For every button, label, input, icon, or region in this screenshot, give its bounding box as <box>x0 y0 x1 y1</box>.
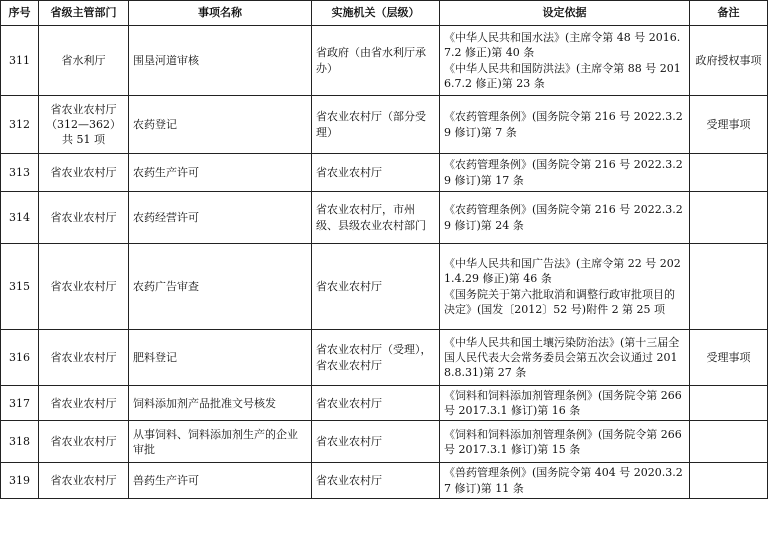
row-dept <box>39 463 129 498</box>
row-implementing-org: 省农业农村厅 <box>312 244 440 330</box>
row-legal-basis <box>440 421 690 463</box>
row-note <box>690 192 768 244</box>
row-implementing-org: 省农业农村厅 <box>312 421 440 463</box>
row-item-name: 农药经营许可 <box>129 192 312 244</box>
row-note <box>690 386 768 421</box>
dept-line: 省农业农村厅 <box>50 102 117 116</box>
row-legal-basis <box>440 154 690 192</box>
dept-line: 省农业农村厅 <box>50 210 117 224</box>
table-body <box>1 26 768 499</box>
row-number: 314 <box>1 192 39 244</box>
row-implementing-org: 省农业农村厅（受理），省农业农村厅 <box>312 330 440 386</box>
row-note: 政府授权事项 <box>690 26 768 96</box>
basis-line: 《饲料和饲料添加剂管理条例》(国务院令第 266 号 2017.3.1 修订)第 15 条 <box>444 427 682 456</box>
header-dept: 省级主管部门 <box>39 1 129 26</box>
table-row <box>1 26 768 96</box>
header-org: 实施机关（层级） <box>312 1 440 26</box>
table-row <box>1 330 768 386</box>
table-row <box>1 244 768 330</box>
dept-line: （312—362） <box>46 117 121 131</box>
row-implementing-org: 省农业农村厅（部分受理） <box>312 96 440 154</box>
basis-line: 《饲料和饲料添加剂管理条例》(国务院令第 266 号 2017.3.1 修订)第 16 条 <box>444 389 682 418</box>
row-note: 受理事项 <box>690 330 768 386</box>
row-item-name: 从事饲料、饲料添加剂生产的企业审批 <box>129 421 312 463</box>
row-legal-basis <box>440 330 690 386</box>
row-number: 317 <box>1 386 39 421</box>
row-implementing-org: 省农业农村厅 <box>312 463 440 498</box>
row-dept <box>39 96 129 154</box>
header-item: 事项名称 <box>129 1 312 26</box>
table-row <box>1 96 768 154</box>
row-legal-basis <box>440 244 690 330</box>
row-dept <box>39 330 129 386</box>
row-dept <box>39 26 129 96</box>
row-item-name: 农药生产许可 <box>129 154 312 192</box>
row-item-name: 兽药生产许可 <box>129 463 312 498</box>
row-note <box>690 463 768 498</box>
row-number: 311 <box>1 26 39 96</box>
table-row <box>1 421 768 463</box>
basis-line: 《国务院关于第六批取消和调整行政审批项目的决定》(国发〔2012〕52 号)附件 2 第 25 项 <box>444 287 675 316</box>
row-number: 316 <box>1 330 39 386</box>
row-implementing-org: 省农业农村厅 <box>312 386 440 421</box>
row-number: 315 <box>1 244 39 330</box>
dept-line: 省农业农村厅 <box>50 435 117 449</box>
row-item-name: 农药广告审查 <box>129 244 312 330</box>
row-implementing-org: 省农业农村厅，市州级、县级农业农村部门 <box>312 192 440 244</box>
header-no: 序号 <box>1 1 39 26</box>
row-dept <box>39 421 129 463</box>
table-header-row <box>1 1 768 26</box>
row-dept <box>39 244 129 330</box>
row-number: 313 <box>1 154 39 192</box>
row-implementing-org: 省农业农村厅 <box>312 154 440 192</box>
row-dept <box>39 154 129 192</box>
table-row <box>1 192 768 244</box>
row-note: 受理事项 <box>690 96 768 154</box>
row-dept <box>39 386 129 421</box>
basis-line: 《中华人民共和国防洪法》(主席令第 88 号 2016.7.2 修正)第 23 条 <box>444 61 681 90</box>
row-item-name: 肥料登记 <box>129 330 312 386</box>
basis-line: 《农药管理条例》(国务院令第 216 号 2022.3.29 修订)第 7 条 <box>444 110 683 139</box>
table-row <box>1 386 768 421</box>
basis-line: 《中华人民共和国水法》(主席令第 48 号 2016.7.2 修正)第 40 条 <box>444 31 681 60</box>
row-legal-basis <box>440 192 690 244</box>
header-basis: 设定依据 <box>440 1 690 26</box>
dept-line: 省农业农村厅 <box>50 165 117 179</box>
row-number: 318 <box>1 421 39 463</box>
row-implementing-org: 省政府（由省水利厅承办） <box>312 26 440 96</box>
basis-line: 《兽药管理条例》(国务院令第 404 号 2020.3.27 修订)第 11 条 <box>444 466 683 495</box>
row-number: 312 <box>1 96 39 154</box>
table-row <box>1 463 768 498</box>
row-note <box>690 244 768 330</box>
row-legal-basis <box>440 463 690 498</box>
row-legal-basis <box>440 386 690 421</box>
row-number: 319 <box>1 463 39 498</box>
dept-line: 省农业农村厅 <box>50 279 117 293</box>
row-legal-basis <box>440 96 690 154</box>
row-item-name: 饲料添加剂产品批准文号核发 <box>129 386 312 421</box>
row-note <box>690 154 768 192</box>
dept-line: 省农业农村厅 <box>50 396 117 410</box>
row-item-name: 农药登记 <box>129 96 312 154</box>
basis-line: 《农药管理条例》(国务院令第 216 号 2022.3.29 修订)第 24 条 <box>444 203 683 232</box>
basis-line: 《中华人民共和国土壤污染防治法》(第十三届全国人民代表大会常务委员会第五次会议通过 2018.8.31)第 27 条 <box>444 335 680 380</box>
row-legal-basis <box>440 26 690 96</box>
dept-line: 省水利厅 <box>61 53 106 67</box>
table-row <box>1 154 768 192</box>
dept-line: 省农业农村厅 <box>50 350 117 364</box>
header-note: 备注 <box>690 1 768 26</box>
dept-line: 省农业农村厅 <box>50 473 117 487</box>
basis-line: 《中华人民共和国广告法》(主席令第 22 号 2021.4.29 修正)第 46 条 <box>444 257 681 286</box>
basis-line: 《农药管理条例》(国务院令第 216 号 2022.3.29 修订)第 17 条 <box>444 158 683 187</box>
dept-line: 共 51 项 <box>62 133 105 147</box>
row-note <box>690 421 768 463</box>
row-item-name: 围垦河道审核 <box>129 26 312 96</box>
row-dept <box>39 192 129 244</box>
